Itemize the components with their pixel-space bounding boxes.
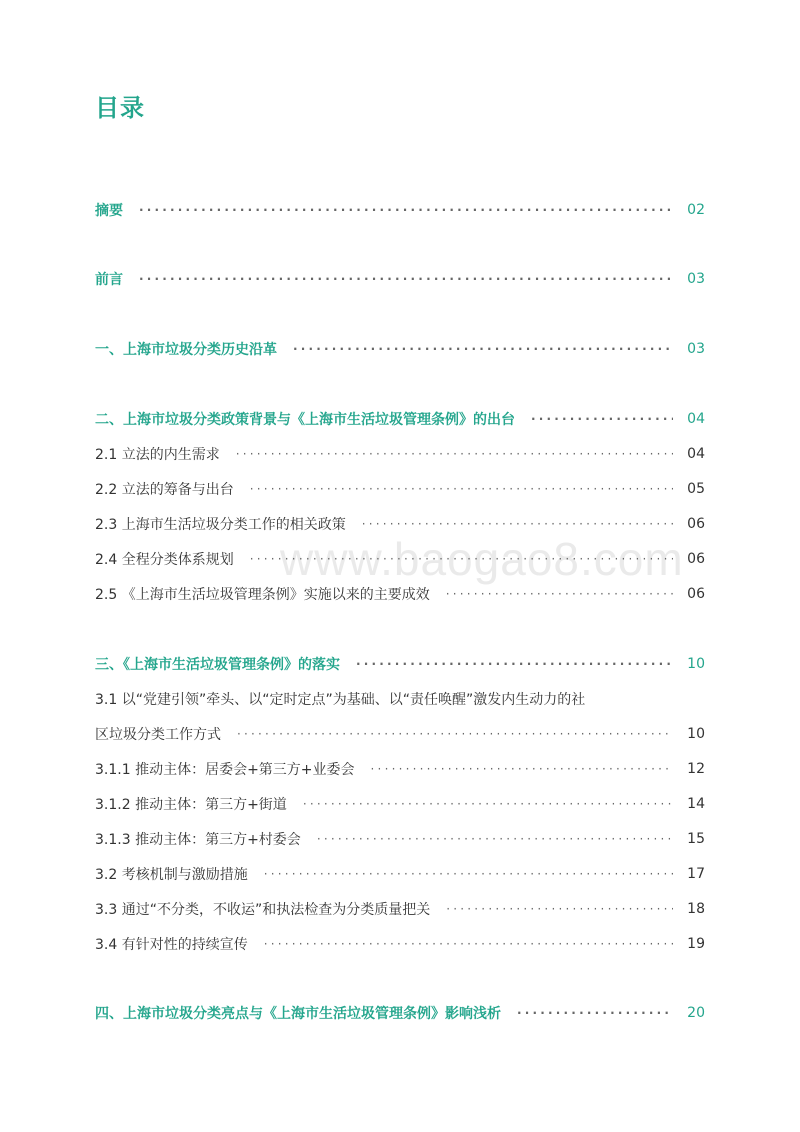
toc-entry[interactable] bbox=[95, 512, 705, 536]
toc-entry-page: 06 bbox=[687, 516, 705, 532]
toc-entry[interactable] bbox=[95, 722, 705, 746]
toc-entry-label: 区垃圾分类工作方式 bbox=[95, 727, 221, 743]
toc-entry-label: 二、上海市垃圾分类政策背景与《上海市生活垃圾管理条例》的出台 bbox=[95, 412, 515, 428]
toc-entry-page: 05 bbox=[687, 481, 705, 497]
toc-entry-page: 03 bbox=[687, 341, 705, 357]
toc-entry-page: 12 bbox=[687, 761, 705, 777]
toc-entry-label: 3.1 以“党建引领”牵头、以“定时定点”为基础、以“责任唤醒”激发内生动力的社 bbox=[95, 692, 586, 708]
toc-entry-label: 3.3 通过“不分类，不收运”和执法检查为分类质量把关 bbox=[95, 902, 431, 918]
toc-entry-page: 06 bbox=[687, 586, 705, 602]
toc-entry-page: 06 bbox=[687, 551, 705, 567]
leader-dots bbox=[139, 198, 673, 222]
toc-entry[interactable] bbox=[95, 757, 705, 781]
toc-entry-label: 3.4 有针对性的持续宣传 bbox=[95, 937, 248, 953]
leader-dots bbox=[356, 652, 673, 676]
toc-entry[interactable] bbox=[95, 792, 705, 816]
toc-entry-wrapped-line[interactable] bbox=[95, 687, 705, 711]
toc-entry-page: 19 bbox=[687, 936, 705, 952]
toc-entry-page: 14 bbox=[687, 796, 705, 812]
leader-dots bbox=[293, 337, 673, 361]
toc-entry-label: 3.2 考核机制与激励措施 bbox=[95, 867, 248, 883]
toc-entry-label: 四、上海市垃圾分类亮点与《上海市生活垃圾管理条例》影响浅析 bbox=[95, 1006, 501, 1022]
toc-entry-label: 3.1.1 推动主体：居委会+第三方+业委会 bbox=[95, 762, 355, 778]
toc-entry-label: 摘要 bbox=[95, 203, 123, 219]
leader-dots bbox=[236, 442, 673, 466]
toc-entry-label: 前言 bbox=[95, 272, 123, 288]
leader-dots bbox=[303, 792, 673, 816]
toc-entry-label: 3.1.2 推动主体：第三方+街道 bbox=[95, 797, 287, 813]
toc-entry-label: 2.3 上海市生活垃圾分类工作的相关政策 bbox=[95, 517, 346, 533]
toc-entry[interactable] bbox=[95, 407, 705, 431]
toc-entry-label: 2.2 立法的筹备与出台 bbox=[95, 482, 234, 498]
leader-dots bbox=[139, 267, 673, 291]
toc-entry-page: 10 bbox=[687, 726, 705, 742]
toc-entry[interactable] bbox=[95, 442, 705, 466]
leader-dots bbox=[264, 932, 673, 956]
leader-dots bbox=[250, 547, 673, 571]
leader-dots bbox=[371, 757, 673, 781]
leader-dots bbox=[264, 862, 673, 886]
toc-entry[interactable] bbox=[95, 198, 705, 222]
toc-entry[interactable] bbox=[95, 1001, 705, 1025]
toc-entry-page: 10 bbox=[687, 656, 705, 672]
toc-entry[interactable] bbox=[95, 862, 705, 886]
toc-entry[interactable] bbox=[95, 477, 705, 501]
toc-entry-page: 03 bbox=[687, 271, 705, 287]
leader-dots bbox=[317, 827, 673, 851]
toc-entry[interactable] bbox=[95, 932, 705, 956]
toc-entry-page: 15 bbox=[687, 831, 705, 847]
leader-dots bbox=[517, 1001, 673, 1025]
toc-entry[interactable] bbox=[95, 897, 705, 921]
toc-entry[interactable] bbox=[95, 652, 705, 676]
page-title: 目录 bbox=[95, 94, 145, 122]
toc-entry[interactable] bbox=[95, 827, 705, 851]
leader-dots bbox=[250, 477, 673, 501]
leader-dots bbox=[446, 897, 673, 921]
toc-entry-label: 3.1.3 推动主体：第三方+村委会 bbox=[95, 832, 301, 848]
toc-entry-label: 2.5 《上海市生活垃圾管理条例》实施以来的主要成效 bbox=[95, 587, 430, 603]
toc-entry[interactable] bbox=[95, 337, 705, 361]
toc-entry[interactable] bbox=[95, 267, 705, 291]
toc-entry-label: 2.1 立法的内生需求 bbox=[95, 447, 220, 463]
leader-dots bbox=[237, 722, 673, 746]
leader-dots bbox=[531, 407, 673, 431]
leader-dots bbox=[446, 582, 673, 606]
leader-dots bbox=[362, 512, 673, 536]
watermark-text: www.baogao8.com bbox=[280, 533, 684, 585]
toc-entry[interactable] bbox=[95, 582, 705, 606]
toc-entry-label: 三、《上海市生活垃圾管理条例》的落实 bbox=[95, 657, 340, 673]
toc-entry-page: 18 bbox=[687, 901, 705, 917]
toc-entry-label: 2.4 全程分类体系规划 bbox=[95, 552, 234, 568]
toc-entry-page: 17 bbox=[687, 866, 705, 882]
toc-entry-page: 20 bbox=[687, 1005, 705, 1021]
toc-entry-page: 02 bbox=[687, 202, 705, 218]
toc-entry-page: 04 bbox=[687, 446, 705, 462]
toc-entry-page: 04 bbox=[687, 411, 705, 427]
toc-entry-label: 一、上海市垃圾分类历史沿革 bbox=[95, 342, 277, 358]
toc-entry[interactable] bbox=[95, 547, 705, 571]
